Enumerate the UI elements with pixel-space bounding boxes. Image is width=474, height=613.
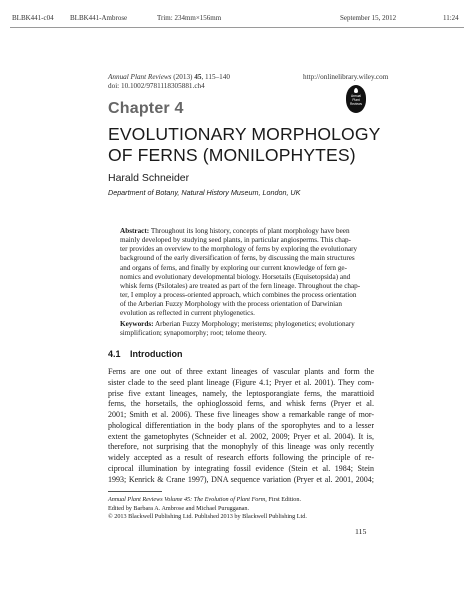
header-rule	[10, 27, 464, 28]
author-name: Harald Schneider	[108, 172, 190, 184]
chapter-title-line: EVOLUTIONARY MORPHOLOGY	[108, 124, 381, 144]
logo-text-line: Plant	[352, 97, 360, 102]
footnote-book-title: Annual Plant Reviews Volume 45: The Evolution of Plant Form	[108, 496, 266, 503]
abstract-line: mainly developed by studying seed plants, in particular angiosperms. This chap-	[120, 236, 352, 245]
journal-year: (2013)	[173, 73, 193, 81]
body-line: 1993; Kenrick & Crane 1997), DNA sequence variation (Pryer et al. 2001, 2004;	[108, 474, 374, 484]
abstract-line: evolution as reflected in current phylogenetics.	[120, 309, 255, 318]
abstract-line: and organs of ferns, and finally by exploring our current knowledge of fern ge-	[120, 263, 347, 272]
body-line: ferns, the horsetails, the ophioglossoid ferns, and whisk ferns (Pryer et al.	[108, 399, 374, 409]
publisher-url[interactable]: http://onlinelibrary.wiley.com	[303, 73, 389, 81]
header-date: September 15, 2012	[340, 14, 397, 22]
author-affiliation: Department of Botany, Natural History Museum, London, UK	[108, 188, 301, 197]
journal-doi: doi: 10.1002/9781118305881.ch4	[108, 82, 205, 90]
header-trim-size: Trim: 234mm×156mm	[157, 14, 222, 22]
chapter-label: Chapter 4	[108, 100, 184, 117]
abstract-text	[120, 227, 360, 317]
chapter-title-line: OF FERNS (MONILOPHYTES)	[108, 145, 356, 165]
footnote-rule	[108, 491, 162, 492]
body-line: extent the gametophytes (Schneider et al. 2002, 2009; Pryer et al. 2004). It is,	[108, 431, 374, 441]
journal-name: Annual Plant Reviews	[108, 73, 172, 81]
abstract-line: ter, I employ a process-oriented approach, which combines the process orientation	[120, 291, 357, 300]
abstract-line: whisk ferns (Psilotales) are treated as part of the fern lineage. Throughout the chap-	[120, 281, 361, 290]
chapter-title	[108, 124, 380, 166]
body-line: ciprocal illumination by integrating fossil evidence (Stein et al. 1984; Stein	[108, 463, 374, 473]
body-line: therefore, not surprising that the monophyly of this lineage was only recently	[108, 442, 374, 452]
journal-volume: 45	[194, 73, 202, 81]
abstract-line: background of the early diversification of ferns, by discussing the main structures	[120, 254, 355, 263]
keywords	[120, 320, 368, 338]
footnote-editors: Edited by Barbara A. Ambrose and Michael Purugganan.	[108, 504, 250, 512]
leaf-icon	[354, 88, 358, 93]
abstract-label: Abstract:	[120, 227, 150, 235]
body-line: widely accepted as a result of research efforts following the principle of re-	[108, 453, 374, 462]
abstract-line: Throughout its long history, concepts of plant morphology have been	[150, 227, 350, 235]
keywords-text-1: Arberian Fuzzy Morphology; meristems; phylogenetics; evolutionary	[154, 320, 355, 328]
body-line: prise five extant lineages, namely, the leptosporangiate ferns, the marattioid	[108, 388, 374, 398]
body-line: Ferns are one out of three extant lineages of vascular plants and form the	[108, 367, 374, 376]
running-header	[12, 14, 462, 26]
header-book-name: BLBK441-Ambrose	[70, 14, 128, 22]
footnote-copyright: © 2013 Blackwell Publishing Ltd. Published 2013 by Blackwell Publishing Ltd.	[108, 513, 307, 520]
section-title: Introduction	[130, 349, 183, 359]
journal-pages: , 115–140	[201, 73, 230, 81]
logo-text-line: Annual	[351, 94, 361, 98]
page-number: 115	[355, 527, 367, 536]
keywords-label: Keywords:	[120, 320, 154, 328]
footnote-edition: , First Edition.	[265, 496, 302, 503]
annual-plant-reviews-logo	[346, 85, 366, 113]
body-line: 2001; Smith et al. 2006). These five lineages show a remarkable range of mor-	[108, 410, 374, 419]
keywords-text-2: simplification; synapomorphy; root; telome theory.	[120, 329, 267, 338]
header-file-id: BLBK441-c04	[12, 14, 54, 22]
header-time: 11:24	[443, 14, 459, 22]
abstract-line: nomics and evolutionary developmental biology. Horsetails (Equisetopsida) and	[120, 272, 351, 281]
body-text	[108, 367, 374, 485]
abstract-line: of the Arberian Fuzzy Morphology with the process orientation of Darwinian	[120, 300, 342, 309]
body-line: sister clade to the seed plant lineage (Figure 4.1; Pryer et al. 2001). They com-	[108, 377, 374, 387]
logo-text-line: Reviews	[349, 101, 363, 106]
abstract	[120, 227, 368, 319]
body-line: phological differentiation in the body plans of the sporophytes and to a lesser	[108, 420, 374, 430]
journal-citation	[108, 73, 230, 91]
section-number: 4.1	[108, 349, 121, 359]
abstract-line: ter provides an overview to the morphology of ferns by exploring the evolutionary	[120, 245, 358, 254]
section-heading	[108, 349, 183, 359]
footnotes	[108, 496, 307, 522]
